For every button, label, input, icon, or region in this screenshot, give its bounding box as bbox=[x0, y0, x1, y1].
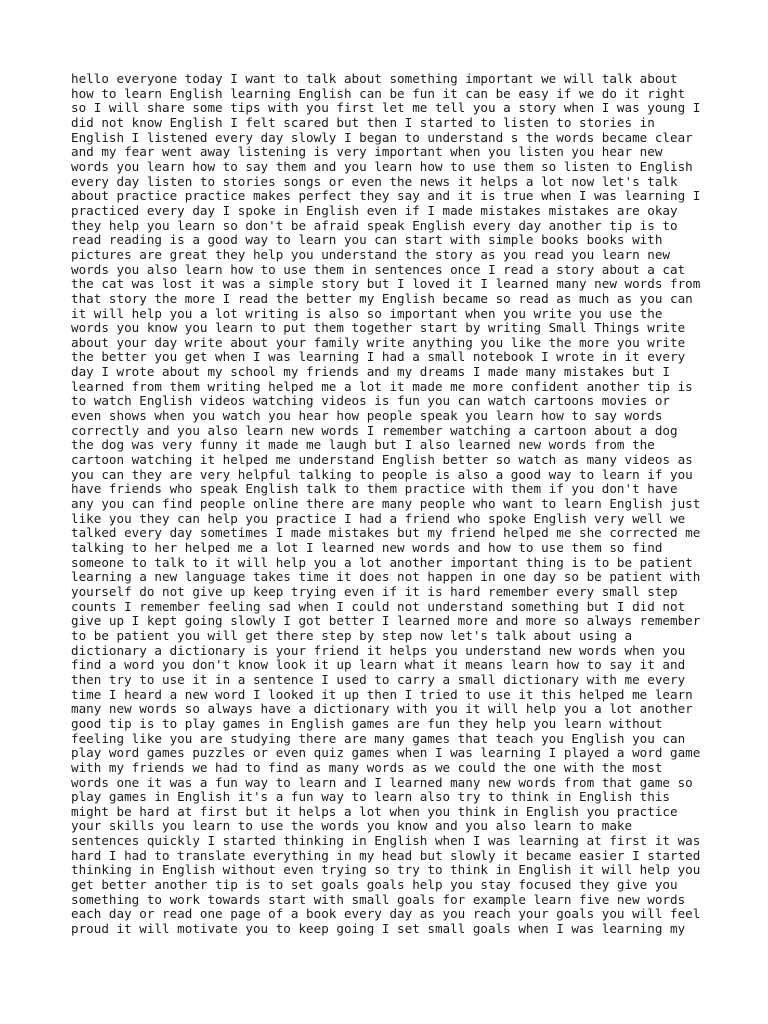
text-line: like you they can help you practice I had a friend who spoke English very well we bbox=[71, 510, 686, 526]
text-line: counts I remember feeling sad when I could not understand something but I did not bbox=[71, 598, 686, 614]
text-line: might be hard at first but it helps a lot when you think in English you practice bbox=[71, 803, 678, 819]
text-line: play games in English it's a fun way to learn also try to think in English this bbox=[71, 789, 670, 805]
text-line: any you can find people online there are many people who want to learn English just bbox=[71, 496, 701, 512]
text-line: about practice practice makes perfect they say and it is true when I was learning I bbox=[71, 188, 701, 204]
text-line: the cat was lost it was a simple story but I loved it I learned many new words from bbox=[71, 276, 701, 292]
text-line: day I wrote about my school my friends and my dreams I made many mistakes but I bbox=[71, 364, 670, 380]
text-line: your skills you learn to use the words you know and you also learn to make bbox=[71, 818, 633, 834]
text-line: they help you learn so don't be afraid speak English every day another tip is to bbox=[71, 217, 678, 233]
text-line: good tip is to play games in English games are fun they help you learn without bbox=[71, 715, 663, 731]
text-line: time I heard a new word I looked it up then I tried to use it this helped me learn bbox=[71, 686, 693, 702]
text-line: feeling like you are studying there are many games that teach you English you can bbox=[71, 730, 686, 746]
text-line: get better another tip is to set goals goals help you stay focused they give you bbox=[71, 877, 678, 893]
text-line: find a word you don't know look it up learn what it means learn how to say it and bbox=[71, 657, 686, 673]
text-line: to watch English videos watching videos is fun you can watch cartoons movies or bbox=[71, 393, 670, 409]
text-line: so I will share some tips with you first let me tell you a story when I was young I bbox=[71, 100, 701, 116]
text-line: yourself do not give up keep trying even if it is hard remember every small step bbox=[71, 583, 678, 599]
text-line: sentences quickly I started thinking in English when I was learning at first it was bbox=[71, 833, 701, 849]
text-line: give up I kept going slowly I got better I learned more and more so always remember bbox=[71, 613, 701, 629]
text-line: talked every day sometimes I made mistakes but my friend helped me she corrected me bbox=[71, 525, 701, 541]
text-line: read reading is a good way to learn you can start with simple books books with bbox=[71, 232, 663, 248]
text-line: have friends who speak English talk to them practice with them if you don't have bbox=[71, 481, 678, 497]
text-line: with my friends we had to find as many words as we could the one with the most bbox=[71, 759, 663, 775]
text-line: how to learn English learning English can be fun it can be easy if we do it right bbox=[71, 85, 686, 101]
text-line: English I listened every day slowly I began to understand s the words became clear bbox=[71, 129, 693, 145]
text-line: talking to her helped me a lot I learned new words and how to use them so find bbox=[71, 540, 663, 555]
text-line: proud it will motivate you to keep going I set small goals when I was learning my bbox=[71, 921, 686, 937]
text-line: cartoon watching it helped me understand English better so watch as many videos as bbox=[71, 452, 693, 468]
text-line: the dog was very funny it made me laugh but I also learned new words from the bbox=[71, 437, 655, 453]
text-line: you can they are very helpful talking to people is also a good way to learn if you bbox=[71, 466, 693, 482]
text-line: many new words so always have a dictionary with you it will help you a lot another bbox=[71, 701, 693, 717]
text-line: then try to use it in a sentence I used to carry a small dictionary with me every bbox=[71, 671, 686, 687]
text-line: words one it was a fun way to learn and I learned many new words from that game so bbox=[71, 774, 693, 790]
text-line: about your day write about your family write anything you like the more you write bbox=[71, 334, 686, 350]
text-line: the better you get when I was learning I had a small notebook I wrote in it every bbox=[71, 349, 686, 365]
text-line: words you know you learn to put them together start by writing Small Things write bbox=[71, 320, 686, 336]
text-line: every day listen to stories songs or even the news it helps a lot now let's talk bbox=[71, 173, 678, 189]
text-line: learned from them writing helped me a lot it made me more confident another tip is bbox=[71, 378, 693, 394]
text-line: words you also learn how to use them in sentences once I read a story about a cat bbox=[71, 261, 686, 277]
text-line: to be patient you will get there step by step now let's talk about using a bbox=[71, 627, 633, 643]
text-line: play word games puzzles or even quiz games when I was learning I played a word game bbox=[71, 745, 701, 761]
text-line: even shows when you watch you hear how people speak you learn how to say words bbox=[71, 408, 663, 424]
text-line: practiced every day I spoke in English even if I made mistakes mistakes are okay bbox=[71, 202, 678, 218]
text-line: did not know English I felt scared but then I started to listen to stories in bbox=[71, 114, 655, 130]
text-line: hard I had to translate everything in my head but slowly it became easier I started bbox=[71, 847, 701, 863]
text-line: thinking in English without even trying so try to think in English it will help you bbox=[71, 862, 701, 878]
text-line: it will help you a lot writing is also so important when you write you use the bbox=[71, 305, 663, 321]
text-line: hello everyone today I want to talk about something important we will talk about bbox=[71, 71, 678, 86]
text-line: dictionary a dictionary is your friend it helps you understand new words when you bbox=[71, 642, 686, 658]
text-line: pictures are great they help you understand the story as you read you learn new bbox=[71, 246, 670, 262]
text-line: something to work towards start with small goals for example learn five new words bbox=[71, 891, 686, 907]
text-line: learning a new language takes time it does not happen in one day so be patient with bbox=[71, 569, 701, 585]
text-line: and my fear went away listening is very important when you listen you hear new bbox=[71, 144, 663, 160]
document-body-text bbox=[71, 72, 700, 937]
text-line: correctly and you also learn new words I remember watching a cartoon about a dog bbox=[71, 422, 678, 438]
text-line: someone to talk to it will help you a lot another important thing is to be patient bbox=[71, 554, 693, 570]
text-line: that story the more I read the better my English became so read as much as you can bbox=[71, 290, 693, 306]
text-line: words you learn how to say them and you learn how to use them so listen to English bbox=[71, 158, 693, 174]
text-line: each day or read one page of a book every day as you reach your goals you will feel bbox=[71, 906, 701, 922]
